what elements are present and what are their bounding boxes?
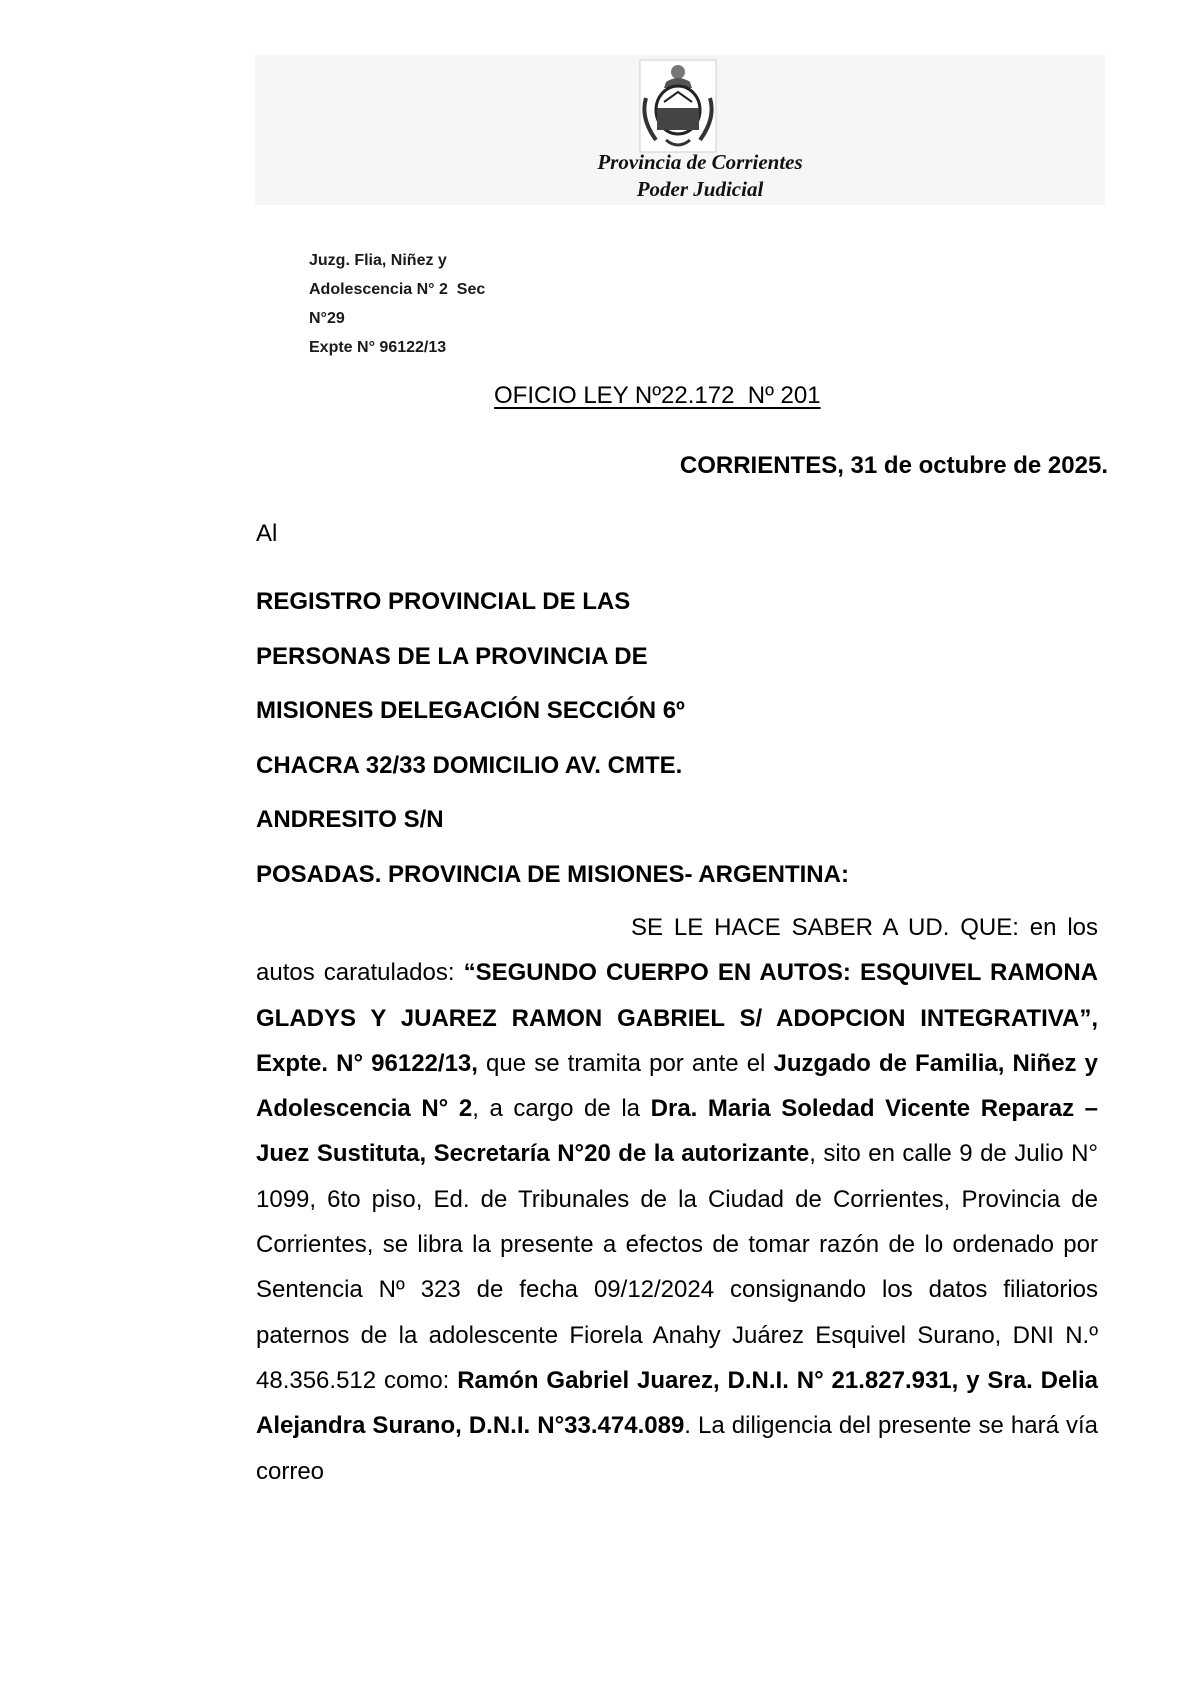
letterhead-province: Provincia de Corrientes [597, 150, 803, 174]
recipient-line: REGISTRO PROVINCIAL DE LAS [256, 588, 631, 615]
salutation: Al [256, 520, 278, 547]
case-title: “SEGUNDO CUERPO EN AUTOS: ESQUIVEL RAMONA GLADYS Y JUAREZ RAMON GABRIEL S/ ADOPCION INTEGRATIVA”, Expte. N° 96122/13, [256, 959, 1098, 1077]
recipient-address [256, 575, 849, 902]
body-text-segment: , a cargo de la [472, 1095, 651, 1123]
document-title: OFICIO LEY Nº22.172 Nº 201 [494, 382, 821, 409]
body-text-segment: . La diligencia del presente se hará vía correo [256, 1412, 1098, 1485]
recipient-line: ANDRESITO S/N [256, 806, 444, 833]
city-date: CORRIENTES, 31 de octubre de 2025. [679, 452, 1108, 479]
court-ref-line: Expte N° 96122/13 [309, 339, 447, 356]
body-paragraph [256, 905, 1098, 1494]
judge-name: Dra. Maria Soledad Vicente Reparaz – Juez Sustituta, Secretaría N°20 de la autorizante [256, 1095, 1099, 1168]
recipient-line: CHACRA 32/33 DOMICILIO AV. CMTE. [256, 751, 683, 779]
letterhead-judiciary: Poder Judicial [636, 177, 764, 201]
recipient-line: PERSONAS DE LA PROVINCIA DE [256, 642, 648, 670]
court-ref-line: Adolescencia N° 2 Sec [309, 281, 486, 298]
court-ref-line: Juzg. Flia, Niñez y [309, 252, 447, 269]
court-reference [309, 246, 485, 362]
recipient-line: POSADAS. PROVINCIA DE MISIONES- ARGENTINA: [256, 860, 849, 888]
court-name: Juzgado de Familia, Niñez y Adolescencia N° 2 [256, 1049, 1098, 1123]
parents-data: Ramón Gabriel Juarez, D.N.I. N° 21.827.931, y Sra. Delia Alejandra Surano, D.N.I. N°33.474.089 [256, 1366, 1098, 1440]
corrientes-coat-of-arms-icon [634, 58, 722, 154]
body-text-segment: SE LE HACE SABER A UD. QUE: en los autos caratulados: [256, 914, 1098, 987]
body-text-segment: que se tramita por ante el [477, 1049, 774, 1077]
body-text-segment: , sito en calle 9 de Julio N° 1099, 6to piso, Ed. de Tribunales de la Ciudad de Corrientes, Provincia de Corrientes, se libra la presente a efectos de tomar razón de lo ordenado por Sentencia Nº 323 de fecha 09/12/2024 consignando los datos filiatorios paternos de la adolescente Fiorela Anahy Juárez Esquivel Surano, DNI N.º 48.356.512 como: [256, 1140, 1098, 1394]
recipient-line: MISIONES DELEGACIÓN SECCIÓN 6º [256, 697, 685, 724]
court-ref-line: N°29 [309, 310, 345, 327]
